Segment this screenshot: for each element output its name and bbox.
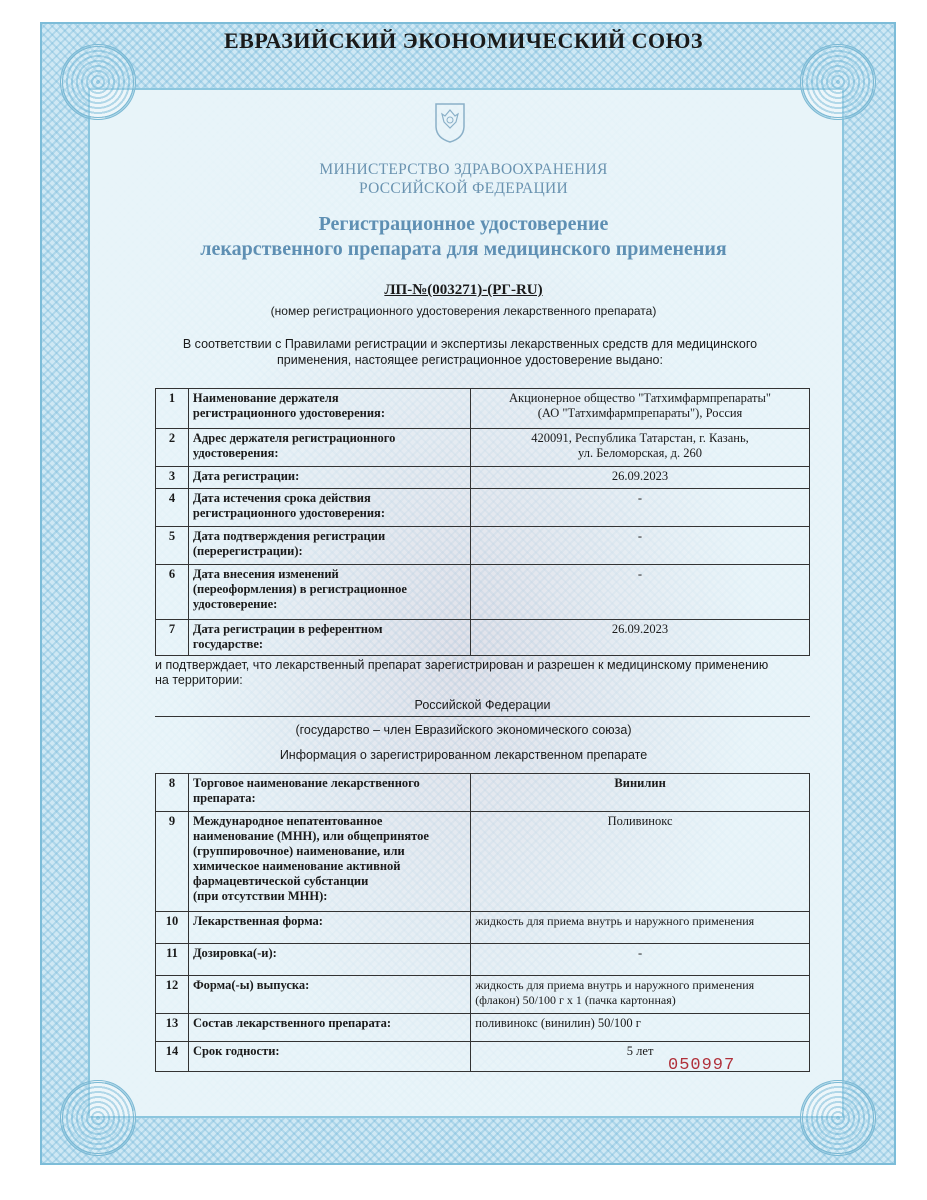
row-label: Дозировка(-и): <box>188 944 470 976</box>
row-number: 13 <box>156 1014 189 1042</box>
value-line: 420091, Республика Татарстан, г. Казань, <box>531 431 749 445</box>
row-label <box>188 527 470 565</box>
row-number: 11 <box>156 944 189 976</box>
drug-info-table <box>155 773 810 1072</box>
row-value: - <box>471 527 810 565</box>
table-row <box>156 620 810 656</box>
label-line: фармацевтической субстанции <box>192 874 369 888</box>
table-row <box>156 976 810 1014</box>
corner-rosette <box>800 1080 876 1156</box>
label-line: регистрационного удостоверения: <box>192 406 385 420</box>
ministry-line: РОССИЙСКОЙ ФЕДЕРАЦИИ <box>359 180 568 197</box>
row-value: - <box>471 944 810 976</box>
table-row <box>156 389 810 429</box>
table-row <box>156 812 810 912</box>
country-caption: (государство – член Евразийского экономического союза) <box>295 723 632 737</box>
confirmation-line: на территории: <box>155 673 243 687</box>
union-title: ЕВРАЗИЙСКИЙ ЭКОНОМИЧЕСКИЙ СОЮЗ <box>223 28 704 53</box>
row-label <box>188 429 470 467</box>
label-line: регистрационного удостоверения: <box>192 506 385 520</box>
table-row <box>156 565 810 620</box>
row-value: - <box>471 565 810 620</box>
label-line: Дата истечения срока действия <box>192 491 371 505</box>
corner-rosette <box>60 1080 136 1156</box>
row-label <box>188 389 470 429</box>
confirmation-line: и подтверждает, что лекарственный препарат зарегистрирован и разрешен к медицинскому применению <box>155 658 769 672</box>
intro-line: применения, настоящее регистрационное удостоверение выдано: <box>277 353 663 367</box>
table-row <box>156 429 810 467</box>
coat-of-arms-icon <box>433 100 467 144</box>
label-line: химическое наименование активной <box>192 859 401 873</box>
label-line: (переоформления) в регистрационное <box>192 582 407 596</box>
table-row <box>156 467 810 489</box>
label-line: удостоверения: <box>192 446 279 460</box>
country-name: Российской Федерации <box>155 698 810 717</box>
ministry-name <box>0 160 927 198</box>
label-line: (перерегистрации): <box>192 544 303 558</box>
value-line: (АО "Татхимфармпрепараты"), Россия <box>537 406 743 420</box>
confirmation-text <box>155 658 805 688</box>
label-line: Адрес держателя регистрационного <box>192 431 396 445</box>
certificate-title-line: Регистрационное удостоверение <box>318 213 609 235</box>
row-label <box>188 812 470 912</box>
row-number: 8 <box>156 774 189 812</box>
row-number: 12 <box>156 976 189 1014</box>
intro-line: В соответствии с Правилами регистрации и экспертизы лекарственных средств для медицинского <box>182 337 758 351</box>
row-number: 10 <box>156 912 189 944</box>
row-label: Форма(-ы) выпуска: <box>188 976 470 1014</box>
row-label: Состав лекарственного препарата: <box>188 1014 470 1042</box>
row-number: 4 <box>156 489 189 527</box>
row-number: 1 <box>156 389 189 429</box>
label-line: наименование (МНН), или общепринятое <box>192 829 429 843</box>
table-row <box>156 912 810 944</box>
row-value <box>471 976 810 1014</box>
label-line: государстве: <box>192 637 264 651</box>
table-row <box>156 1014 810 1042</box>
row-label: Срок годности: <box>188 1042 470 1072</box>
row-value <box>471 429 810 467</box>
table-row <box>156 527 810 565</box>
value-line: ул. Беломорская, д. 260 <box>578 446 702 460</box>
row-label <box>188 565 470 620</box>
label-line: Наименование держателя <box>192 391 339 405</box>
label-line: препарата: <box>192 791 256 805</box>
certificate-title-line: лекарственного препарата для медицинского применения <box>200 238 727 260</box>
row-number: 7 <box>156 620 189 656</box>
row-value: Поливинокс <box>471 812 810 912</box>
label-line: (группировочное) наименование, или <box>192 844 405 858</box>
row-value: 26.09.2023 <box>471 620 810 656</box>
label-line: удостоверение: <box>192 597 278 611</box>
row-value: 26.09.2023 <box>471 467 810 489</box>
row-value: жидкость для приема внутрь и наружного применения <box>471 912 810 944</box>
info-heading: Информация о зарегистрированном лекарственном препарате <box>279 748 648 762</box>
table-row <box>156 489 810 527</box>
registration-number: ЛП-№(003271)-(РГ-RU) <box>384 282 543 298</box>
label-line: Международное непатентованное <box>192 814 383 828</box>
value-line: (флакон) 50/100 г х 1 (пачка картонная) <box>475 993 676 1007</box>
label-line: Торговое наименование лекарственного <box>192 776 420 790</box>
row-label <box>188 489 470 527</box>
corner-rosette <box>60 44 136 120</box>
label-line: Дата внесения изменений <box>192 567 339 581</box>
row-number: 6 <box>156 565 189 620</box>
table-row <box>156 944 810 976</box>
registration-number-caption: (номер регистрационного удостоверения лекарственного препарата) <box>270 304 657 318</box>
label-line: (при отсутствии МНН): <box>192 889 328 903</box>
trade-name-value: Винилин <box>471 774 810 812</box>
intro-text <box>160 336 780 368</box>
row-value: 5 лет <box>471 1042 810 1072</box>
value-line: Акционерное общество "Татхимфармпрепараты" <box>508 391 772 405</box>
row-number: 5 <box>156 527 189 565</box>
certificate-title <box>0 212 927 262</box>
corner-rosette <box>800 44 876 120</box>
row-label <box>188 774 470 812</box>
label-line: Дата подтверждения регистрации <box>192 529 386 543</box>
value-line: жидкость для приема внутрь и наружного применения <box>475 978 755 992</box>
row-value <box>471 389 810 429</box>
row-value: - <box>471 489 810 527</box>
row-label: Дата регистрации: <box>188 467 470 489</box>
row-label <box>188 620 470 656</box>
serial-number: 050997 <box>668 1056 736 1075</box>
row-label: Лекарственная форма: <box>188 912 470 944</box>
ministry-line: МИНИСТЕРСТВО ЗДРАВООХРАНЕНИЯ <box>319 161 608 178</box>
table-row <box>156 774 810 812</box>
row-number: 9 <box>156 812 189 912</box>
holder-info-table <box>155 388 810 656</box>
row-number: 3 <box>156 467 189 489</box>
label-line: Дата регистрации в референтном <box>192 622 383 636</box>
row-number: 14 <box>156 1042 189 1072</box>
row-number: 2 <box>156 429 189 467</box>
row-value: поливинокс (винилин) 50/100 г <box>471 1014 810 1042</box>
